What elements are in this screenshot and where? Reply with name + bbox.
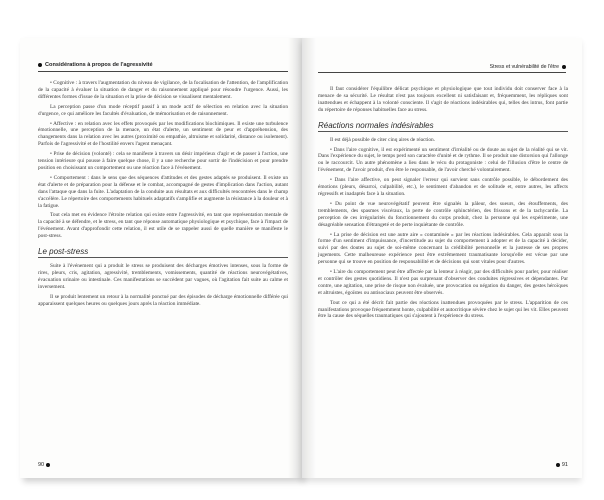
heading-rule [38,257,288,258]
paragraph: Il se produit lentement un retour à la normalité ponctué par des épisodes de décharge émotionnelle différée qui apparaissent quelques heures ou quelques jours après la réaction immédiate. [38,293,288,307]
left-page [20,38,302,478]
page-number-left [38,462,50,468]
paragraph: Il est déjà possible de citer cinq aires de réaction. [330,136,436,143]
paragraph: • Cognitive : à travers l'augmentation du niveau de vigilance, de la focalisation de l'attention, de l'amplification de la capacité à évaluer la situation de danger et du raisonnement appliqué pour résoudre l'urgence. Aussi, les différentes formes d'issue de la situation et la prise de décision se visualisent mentalement. [38,80,288,100]
paragraph: Suite à l'événement qui a produit le stress se produisent des décharges émotives intenses, sous la forme de rires, pleurs, cris, agitation, agressivité, tremblements, vomissements, quantité de réactions neurovégétatives, évacuation urinaire ou intestinale. Ces manifestations se succèdent par vagues, où l'agitation fait suite au calme et inversement. [38,263,288,290]
page-number-right [556,462,568,468]
running-head-right [490,64,566,70]
right-body [318,86,568,323]
running-head-text: Stress et vulnérabilité de l'être [489,64,559,70]
paragraph: Il faut considérer l'équilibre délicat psychique et physiologique que tout individu doit conserver face à la menace de sa sécurité. Le résultat n'est pas toujours excellent ni satisfaisant et, fréquemment, les répliques sont inattendues et échappent à la volonté consciente. Il s'agit de réactions indésirables qui, telles des intrus, font partie du répertoire de réponses habituelles face au stress. [318,86,568,113]
paragraph: La perception passe d'un mode réceptif passif à un mode actif de sélection en relation avec la situation d'urgence, ce qui améliore les facultés d'évaluation, de mémorisation et de raisonnement. [38,103,288,117]
paragraph: • Affective : en relation avec les effets provoqués par les modifications biochimiques. Il existe une turbulence émotionnelle, une perception de la menace, un état d'alerte, un sentiment de peur et d'appréhension, des changements dans la relation avec les autres (proximité ou empathie, altruisme et solidarité, distance ou isolement). Parfois de l'agressivité et de l'hostilité envers l'agent menaçant. [38,120,288,148]
bullet-icon [46,463,50,467]
section-heading: Le post-stress [38,247,89,257]
paragraph: • La prise de décision est une autre aire « contaminée » par les réactions indésirables. Cela apparaît sous la forme d'un sentiment d'impuissance, d'incertitude au sujet du comportement à adopter et de la capacité à décider, suivi par des doutes au sujet de soi-même concernant la crédibilité personnelle et la justesse de ses propres jugements. Cette malheureuse expérience peut être extrêmement traumatisante lorsqu'elle est vécue par une personne qui se trouve en position de responsabilité et de décisions qui sont vitales pour d'autres. [318,231,568,266]
bullet-icon [556,463,560,467]
gutter-shadow [288,38,302,478]
left-body [38,80,288,310]
paragraph: • Du point de vue neurovégétatif peuvent être signalés la pâleur, des sueurs, des étouffements, des tremblements, des spasmes viscéraux, la perte de contrôle sphinctérien, des frissons et de la tachycardie. La perception de ces irrégularités du fonctionnement du corps produit, chez la personne qui les expérimente, une désagréable sensation d'étrangeté et de perte inquiétante de contrôle. [318,200,568,228]
running-head-text: Considérations à propos de l'agressivité [45,62,153,68]
gutter-shadow [302,38,316,478]
bullet-icon [38,63,42,67]
paragraph: • Comportement : dans le sens que des séquences d'attitudes et des gestes adaptés se produisent. Il existe un état d'alerte et de préparation pour la défense et le combat, accompagné de gestes d'implication dans l'action, autant dans l'attaque que dans la fuite. L'adaptation de la conduite aux résultats et aux difficultés rencontrées dans le champ s'accélère. Le répertoire des comportements habituels adaptatifs s'amplifie et augmente la résistance à la douleur et à la fatigue. [38,174,288,209]
right-page [302,38,582,478]
paragraph: • Dans l'aire affective, on peut signaler l'erreur qui survient sans contrôle possible, le débordement des émotions (pleurs, désarroi, culpabilité, etc.), le sentiment d'abandon et de solitude et, entre autres, les affects régressifs et inadaptés face à la situation. [318,177,568,197]
header-rule [38,71,288,72]
running-head-left [38,62,153,68]
heading-rule [318,131,568,132]
folio-text: 91 [561,462,568,468]
paragraph: • L'aire du comportement peut être affectée par la lenteur à réagir, par des difficultés pour parler, pour réaliser et contrôler des gestes quotidiens. Il n'est pas surprenant d'observer des conduites régressives et dépendantes. Par contre, une agitation, une prise de risque non évaluée, une provocation ou négation du danger, des gestes héroïques et altruistes, égoïstes ou antisociaux peuvent être observés. [318,269,568,296]
paragraph: Tout cela met en évidence l'étroite relation qui existe entre l'agressivité, en tant que représentation mentale de la capacité à se défendre, et le stress, en tant que réponse automatique physiologique et psychique, face à l'impact de l'événement. Avant d'approfondir cette relation, il est utile de se rappeler aussi de quelle manière se manifeste le post-stress. [38,212,288,240]
header-rule [318,72,566,73]
bullet-icon [562,65,566,69]
paragraph: • Prise de décision (volonté) : cela se manifeste à travers un désir impérieux d'agir et de passer à l'action, une tension intérieure qui pousse à faire quelque chose, il y a une recherche pour sortir de l'indécision et pour prendre position en choisissant un comportement ou une réaction face à l'événement. [38,151,288,171]
section-heading: Réactions normales indésirables [318,120,434,130]
folio-text: 90 [38,462,45,468]
paragraph: • Dans l'aire cognitive, il est expérimenté un sentiment d'irréalité ou de doute au sujet de la réalité qui se vit. Dans l'expérience du sujet, le temps perd son caractère d'unité et de rythme. Il se produit une distorsion qui l'allonge ou le raccourcit. Un autre phénomène a lieu dans le vécu du protagoniste : celui de l'illusion d'être le centre de l'événement, de l'avoir produit, d'en être le responsable, de l'avoir cherché volontairement. [318,146,568,174]
paragraph: Tout ce qui a été décrit fait partie des réactions inattendues provoquées par le stress. L'apparition de ces manifestations provoque fréquemment honte, culpabilité et autocritique sévère chez le sujet qui les vit. Elles peuvent être la cause des séquelles traumatiques qui s'ajoutent à l'expérience du stress. [318,299,568,320]
